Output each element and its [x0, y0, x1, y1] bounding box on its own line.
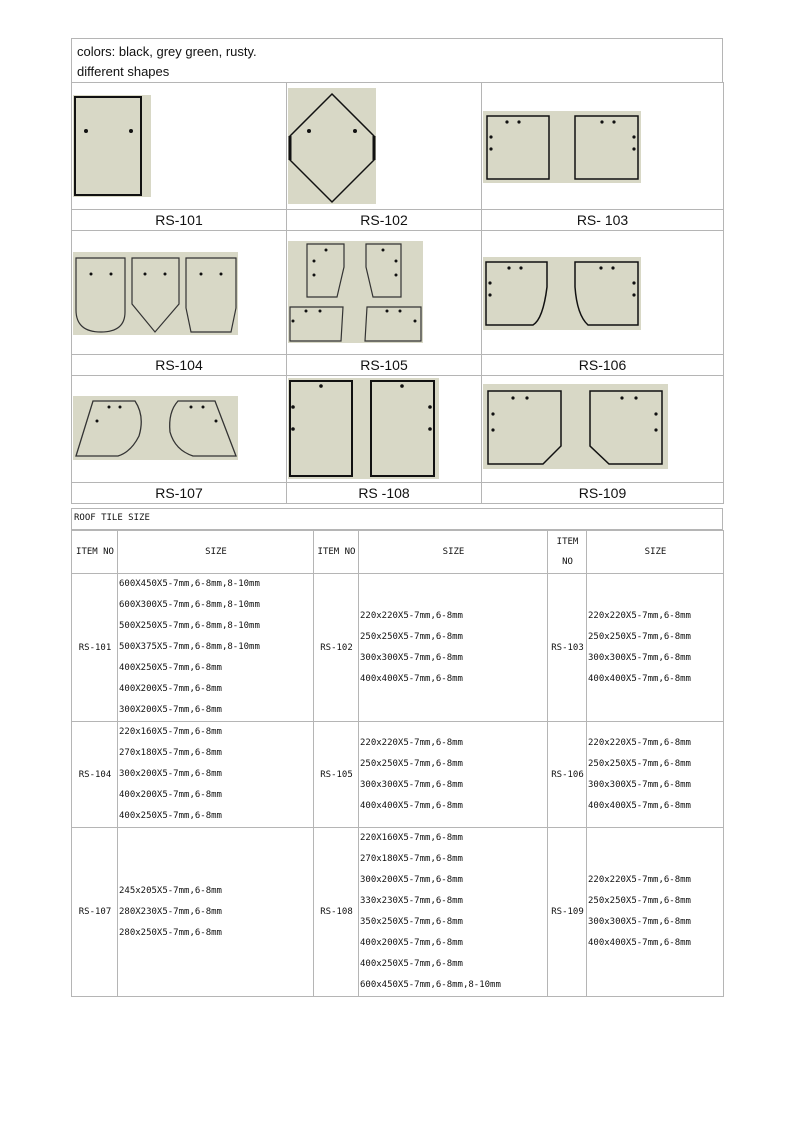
- intro-text: [71, 38, 723, 82]
- rs102-shape: [288, 88, 376, 204]
- table-row: [72, 828, 724, 997]
- table-row: [72, 574, 724, 722]
- header-item-line1: ITEM: [556, 537, 579, 547]
- size-entry: 300x300X5-7mm,6-8mm: [588, 652, 691, 663]
- size-entry: 250x250X5-7mm,6-8mm: [588, 896, 691, 906]
- size-entry: 500X250X5-7mm,6-8mm,8-10mm: [119, 621, 260, 631]
- size-entry: 250x250X5-7mm,6-8mm: [360, 631, 463, 642]
- size-entry: 220X160X5-7mm,6-8mm: [360, 833, 463, 843]
- tile-shapes-grid: [71, 82, 724, 504]
- size-entry: 400x250X5-7mm,6-8mm: [360, 959, 463, 969]
- header-size: SIZE: [118, 531, 314, 574]
- size-entry: 220x160X5-7mm,6-8mm: [119, 727, 222, 737]
- size-entry: 400x400X5-7mm,6-8mm: [588, 800, 691, 811]
- tile-image-rs107: [72, 376, 287, 483]
- size-entry: 400x400X5-7mm,6-8mm: [588, 673, 691, 684]
- size-table-title: ROOF TILE SIZE: [72, 509, 723, 530]
- rs101-shape: [73, 95, 151, 197]
- size-entry: 500X375X5-7mm,6-8mm,8-10mm: [119, 642, 260, 652]
- size-entry: 400x400X5-7mm,6-8mm: [360, 673, 463, 684]
- tile-image-rs104: [72, 231, 287, 355]
- size-entry: 300x200X5-7mm,6-8mm: [119, 769, 222, 779]
- item-no-cell: RS-104: [72, 722, 118, 828]
- page-content: [71, 38, 723, 997]
- rs107-shape: [73, 396, 238, 460]
- size-entry: 400x250X5-7mm,6-8mm: [119, 811, 222, 821]
- rs108-shape: [288, 378, 439, 479]
- size-entry: 400X200X5-7mm,6-8mm: [119, 684, 222, 694]
- tile-label: RS-105: [287, 355, 482, 376]
- size-entry: 300x300X5-7mm,6-8mm: [360, 779, 463, 790]
- size-entry: 220x220X5-7mm,6-8mm: [588, 610, 691, 621]
- size-list-cell: [587, 828, 724, 997]
- size-entry: 250x250X5-7mm,6-8mm: [360, 758, 463, 769]
- shapes-line: different shapes: [77, 64, 170, 79]
- size-list-cell: [118, 574, 314, 722]
- tile-image-rs102: [287, 83, 482, 210]
- tile-image-rs108: [287, 376, 482, 483]
- size-list-cell: [118, 722, 314, 828]
- size-list-cell: [359, 574, 548, 722]
- size-entry: 300x300X5-7mm,6-8mm: [360, 652, 463, 663]
- size-entry: 250x250X5-7mm,6-8mm: [588, 631, 691, 642]
- item-no-cell: RS-107: [72, 828, 118, 997]
- size-entry: 400x200X5-7mm,6-8mm: [360, 938, 463, 948]
- tile-label: RS-102: [287, 210, 482, 231]
- item-no-cell: RS-105: [314, 722, 359, 828]
- size-list-cell: [587, 722, 724, 828]
- item-no-cell: RS-103: [548, 574, 587, 722]
- tile-label: RS- 103: [482, 210, 724, 231]
- size-entry: 400x400X5-7mm,6-8mm: [588, 938, 691, 948]
- size-entry: 300x200X5-7mm,6-8mm: [360, 875, 463, 885]
- size-table-title-bar: [71, 508, 723, 530]
- size-entry: 280X230X5-7mm,6-8mm: [119, 906, 222, 917]
- header-item-no: [548, 531, 587, 574]
- colors-line: colors: black, grey green, rusty.: [77, 44, 257, 59]
- rs106-shape: [483, 257, 641, 330]
- size-entry: 600X450X5-7mm,6-8mm,8-10mm: [119, 579, 260, 589]
- size-list-cell: [359, 828, 548, 997]
- size-entry: 220x220X5-7mm,6-8mm: [360, 737, 463, 748]
- size-entry: 400x400X5-7mm,6-8mm: [360, 800, 463, 811]
- item-no-cell: RS-109: [548, 828, 587, 997]
- size-list-cell: [118, 828, 314, 997]
- header-item-no: ITEM NO: [314, 531, 359, 574]
- size-list-cell: [359, 722, 548, 828]
- item-no-cell: RS-101: [72, 574, 118, 722]
- size-entry: 600x450X5-7mm,6-8mm,8-10mm: [360, 980, 501, 990]
- item-no-cell: RS-108: [314, 828, 359, 997]
- size-entry: 245x205X5-7mm,6-8mm: [119, 885, 222, 896]
- size-entry: 600X300X5-7mm,6-8mm,8-10mm: [119, 600, 260, 610]
- size-entry: 400x200X5-7mm,6-8mm: [119, 790, 222, 800]
- size-entry: 220x220X5-7mm,6-8mm: [588, 737, 691, 748]
- tile-image-rs105: [287, 231, 482, 355]
- tile-image-rs103: [482, 83, 724, 210]
- size-entry: 300x300X5-7mm,6-8mm: [588, 917, 691, 927]
- size-entry: 220x220X5-7mm,6-8mm: [588, 875, 691, 885]
- size-entry: 300x300X5-7mm,6-8mm: [588, 779, 691, 790]
- size-entry: 330x230X5-7mm,6-8mm: [360, 896, 463, 906]
- tile-image-rs106: [482, 231, 724, 355]
- table-row: [72, 722, 724, 828]
- size-entry: 300X200X5-7mm,6-8mm: [119, 705, 222, 715]
- header-item-no: ITEM NO: [72, 531, 118, 574]
- tile-label: RS-104: [72, 355, 287, 376]
- size-entry: 280x250X5-7mm,6-8mm: [119, 927, 222, 938]
- item-no-cell: RS-102: [314, 574, 359, 722]
- header-size: SIZE: [587, 531, 724, 574]
- tile-label: RS -108: [287, 483, 482, 504]
- size-list-cell: [587, 574, 724, 722]
- roof-tile-size-table: [71, 530, 724, 997]
- rs109-shape: [483, 384, 668, 469]
- tile-label: RS-101: [72, 210, 287, 231]
- size-table-header: [72, 531, 724, 574]
- item-no-cell: RS-106: [548, 722, 587, 828]
- size-entry: 270x180X5-7mm,6-8mm: [360, 854, 463, 864]
- rs105-shape: [288, 241, 423, 343]
- tile-label: RS-106: [482, 355, 724, 376]
- size-entry: 400X250X5-7mm,6-8mm: [119, 663, 222, 673]
- size-entry: 350x250X5-7mm,6-8mm: [360, 917, 463, 927]
- rs104-shape: [73, 252, 238, 335]
- size-entry: 220x220X5-7mm,6-8mm: [360, 610, 463, 621]
- tile-label: RS-107: [72, 483, 287, 504]
- tile-image-rs101: [72, 83, 287, 210]
- header-size: SIZE: [359, 531, 548, 574]
- size-entry: 250x250X5-7mm,6-8mm: [588, 758, 691, 769]
- size-entry: 270x180X5-7mm,6-8mm: [119, 748, 222, 758]
- header-item-line2: NO: [562, 557, 573, 567]
- tile-image-rs109: [482, 376, 724, 483]
- tile-label: RS-109: [482, 483, 724, 504]
- rs103-shape: [483, 111, 641, 183]
